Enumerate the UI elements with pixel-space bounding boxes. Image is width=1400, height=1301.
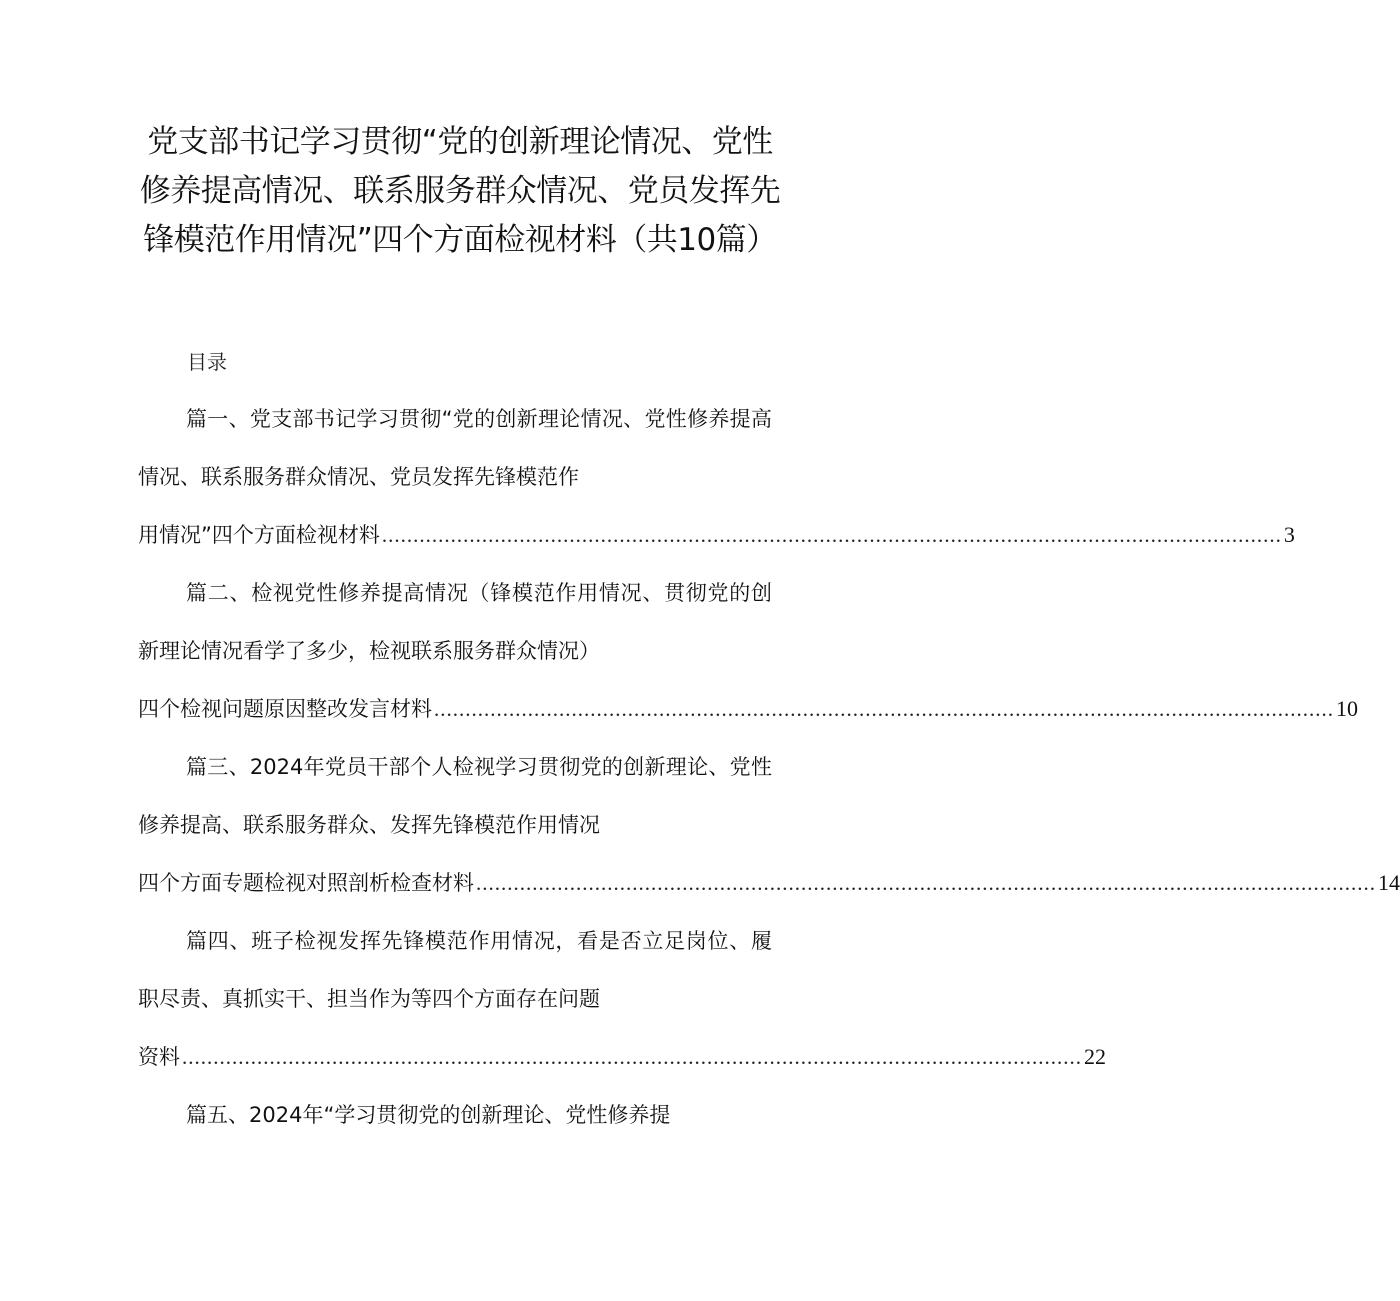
toc-entry-4[interactable] (138, 912, 1106, 1086)
toc-entry-last-line (138, 680, 1358, 738)
toc-entry-5[interactable] (138, 1086, 772, 1144)
toc-entry-3[interactable] (138, 738, 1400, 912)
toc-entry-tail: 资料 (138, 1045, 180, 1069)
toc-leader-dots: ................................................................................................................................................ (476, 871, 1376, 895)
toc-entry-tail: 四个检视问题原因整改发言材料 (138, 697, 432, 721)
toc-entry-last-line (138, 854, 1400, 912)
toc-entry-last-line (138, 1028, 1106, 1086)
toc-leader-dots: ................................................................................................................................................ (381, 523, 1282, 547)
toc-page-number: 3 (1283, 522, 1295, 547)
toc-entry-tail: 用情况”四个方面检视材料 (138, 523, 380, 547)
toc-heading: 目录 (187, 350, 227, 374)
toc-entry-tail: 四个方面专题检视对照剖析检查材料 (138, 871, 474, 895)
table-of-contents (138, 390, 1400, 1144)
document-title: 党支部书记学习贯彻“党的创新理论情况、党性修养提高情况、联系服务群众情况、党员发挥先锋模范作用情况”四个方面检视材料（共10篇） (139, 124, 781, 258)
toc-page-number: 10 (1336, 696, 1358, 721)
toc-page-number: 14 (1378, 870, 1400, 895)
toc-leader-dots: ................................................................................................................................................ (182, 1045, 1082, 1069)
toc-entry-2[interactable] (138, 564, 1358, 738)
toc-entry-1[interactable] (138, 390, 1295, 564)
toc-entry-text: 篇四、班子检视发挥先锋模范作用情况，看是否立足岗位、履职尽责、真抓实干、担当作为等四个方面存在问题 (138, 929, 772, 1011)
toc-entry-text: 篇三、2024年党员干部个人检视学习贯彻党的创新理论、党性修养提高、联系服务群众、发挥先锋模范作用情况 (138, 755, 772, 837)
toc-entry-text: 篇二、检视党性修养提高情况（锋模范作用情况、贯彻党的创新理论情况看学了多少，检视联系服务群众情况） (138, 581, 772, 663)
toc-page-number: 22 (1084, 1044, 1106, 1069)
toc-entry-last-line (138, 506, 1295, 564)
toc-entry-text: 篇五、2024年“学习贯彻党的创新理论、党性修养提 (186, 1103, 671, 1127)
toc-leader-dots: ................................................................................................................................................ (434, 697, 1334, 721)
toc-entry-text: 篇一、党支部书记学习贯彻“党的创新理论情况、党性修养提高情况、联系服务群众情况、党员发挥先锋模范作 (138, 407, 772, 489)
